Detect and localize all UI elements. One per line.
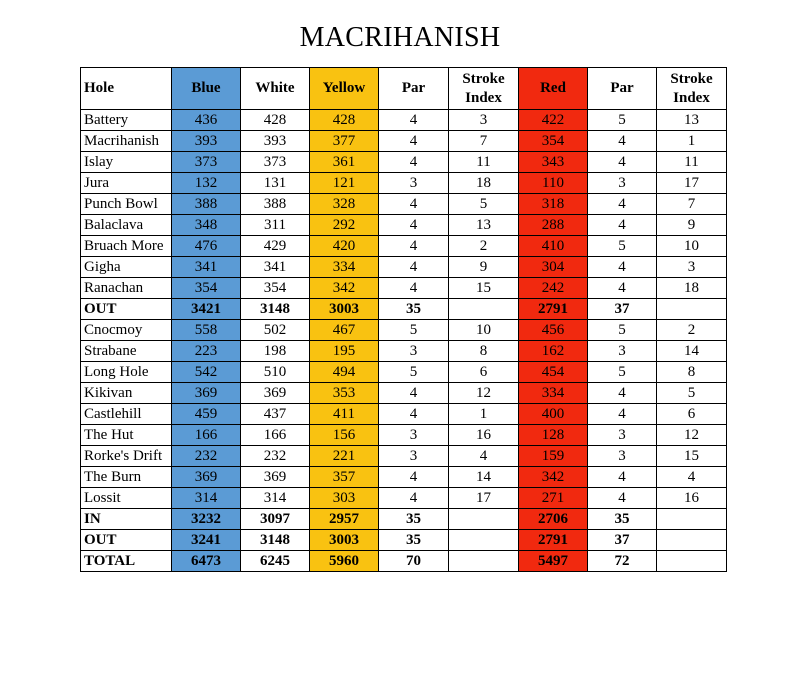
cell-hole: TOTAL (81, 551, 172, 572)
cell-red: 318 (519, 194, 588, 215)
cell-red-par: 4 (588, 131, 657, 152)
cell-blue: 393 (172, 131, 241, 152)
cell-par: 4 (379, 236, 449, 257)
table-row (81, 236, 727, 257)
cell-si: 16 (449, 425, 519, 446)
cell-red: 456 (519, 320, 588, 341)
cell-si (449, 551, 519, 572)
cell-red-par: 37 (588, 530, 657, 551)
header-white: White (241, 68, 310, 110)
cell-yellow: 121 (310, 173, 379, 194)
cell-blue: 314 (172, 488, 241, 509)
scorecard-table (80, 67, 727, 572)
table-row (81, 257, 727, 278)
cell-blue: 6473 (172, 551, 241, 572)
cell-white: 388 (241, 194, 310, 215)
table-row (81, 362, 727, 383)
cell-yellow: 156 (310, 425, 379, 446)
cell-red: 2791 (519, 299, 588, 320)
table-row (81, 173, 727, 194)
cell-blue: 232 (172, 446, 241, 467)
cell-yellow: 292 (310, 215, 379, 236)
cell-si: 8 (449, 341, 519, 362)
cell-si: 17 (449, 488, 519, 509)
cell-hole: Castlehill (81, 404, 172, 425)
cell-red-si: 12 (657, 425, 727, 446)
cell-yellow: 420 (310, 236, 379, 257)
cell-blue: 558 (172, 320, 241, 341)
cell-white: 369 (241, 383, 310, 404)
cell-yellow: 5960 (310, 551, 379, 572)
cell-si: 3 (449, 110, 519, 131)
cell-red-si: 9 (657, 215, 727, 236)
cell-red: 271 (519, 488, 588, 509)
cell-si: 6 (449, 362, 519, 383)
cell-red: 422 (519, 110, 588, 131)
cell-si: 2 (449, 236, 519, 257)
cell-red: 304 (519, 257, 588, 278)
cell-yellow: 221 (310, 446, 379, 467)
cell-blue: 369 (172, 467, 241, 488)
cell-red: 2706 (519, 509, 588, 530)
cell-white: 3097 (241, 509, 310, 530)
cell-red-par: 4 (588, 194, 657, 215)
table-row (81, 467, 727, 488)
cell-yellow: 328 (310, 194, 379, 215)
cell-blue: 132 (172, 173, 241, 194)
cell-hole: Kikivan (81, 383, 172, 404)
cell-blue: 3241 (172, 530, 241, 551)
table-row (81, 404, 727, 425)
cell-white: 510 (241, 362, 310, 383)
cell-si: 10 (449, 320, 519, 341)
cell-hole: The Hut (81, 425, 172, 446)
cell-si: 13 (449, 215, 519, 236)
cell-par: 4 (379, 257, 449, 278)
cell-blue: 166 (172, 425, 241, 446)
cell-white: 314 (241, 488, 310, 509)
cell-si: 9 (449, 257, 519, 278)
cell-red-si: 8 (657, 362, 727, 383)
cell-red: 342 (519, 467, 588, 488)
table-row (81, 152, 727, 173)
table-row (81, 131, 727, 152)
cell-white: 428 (241, 110, 310, 131)
cell-par: 3 (379, 173, 449, 194)
cell-red-si (657, 551, 727, 572)
cell-hole: IN (81, 509, 172, 530)
cell-white: 198 (241, 341, 310, 362)
cell-blue: 542 (172, 362, 241, 383)
cell-red-par: 4 (588, 383, 657, 404)
cell-hole: Long Hole (81, 362, 172, 383)
cell-yellow: 411 (310, 404, 379, 425)
cell-blue: 436 (172, 110, 241, 131)
cell-red: 242 (519, 278, 588, 299)
table-row (81, 110, 727, 131)
cell-white: 6245 (241, 551, 310, 572)
cell-white: 341 (241, 257, 310, 278)
table-row (81, 383, 727, 404)
cell-yellow: 3003 (310, 530, 379, 551)
cell-yellow: 2957 (310, 509, 379, 530)
cell-par: 35 (379, 509, 449, 530)
cell-par: 4 (379, 215, 449, 236)
cell-white: 131 (241, 173, 310, 194)
cell-white: 3148 (241, 299, 310, 320)
cell-si: 15 (449, 278, 519, 299)
cell-white: 311 (241, 215, 310, 236)
cell-blue: 341 (172, 257, 241, 278)
table-row (81, 488, 727, 509)
header-stroke-index: Stroke Index (449, 68, 519, 110)
table-row (81, 425, 727, 446)
cell-white: 232 (241, 446, 310, 467)
cell-red-par: 5 (588, 236, 657, 257)
cell-red: 5497 (519, 551, 588, 572)
cell-red: 400 (519, 404, 588, 425)
table-row (81, 509, 727, 530)
cell-red-si (657, 509, 727, 530)
table-row (81, 299, 727, 320)
cell-red: 334 (519, 383, 588, 404)
table-row (81, 320, 727, 341)
cell-red: 343 (519, 152, 588, 173)
cell-red-si: 15 (657, 446, 727, 467)
cell-red-par: 3 (588, 173, 657, 194)
cell-red-par: 4 (588, 278, 657, 299)
cell-si: 1 (449, 404, 519, 425)
cell-par: 4 (379, 488, 449, 509)
header-red-stroke-index: Stroke Index (657, 68, 727, 110)
cell-hole: Battery (81, 110, 172, 131)
cell-par: 35 (379, 530, 449, 551)
header-red-par: Par (588, 68, 657, 110)
cell-hole: OUT (81, 530, 172, 551)
cell-red-par: 4 (588, 404, 657, 425)
cell-hole: Cnocmoy (81, 320, 172, 341)
cell-par: 4 (379, 467, 449, 488)
cell-white: 369 (241, 467, 310, 488)
cell-red: 162 (519, 341, 588, 362)
cell-hole: Gigha (81, 257, 172, 278)
cell-par: 3 (379, 446, 449, 467)
cell-par: 4 (379, 131, 449, 152)
cell-red-si: 14 (657, 341, 727, 362)
cell-si: 12 (449, 383, 519, 404)
cell-hole: Ranachan (81, 278, 172, 299)
cell-red-par: 4 (588, 257, 657, 278)
table-row (81, 215, 727, 236)
cell-red-si: 17 (657, 173, 727, 194)
cell-red-si: 5 (657, 383, 727, 404)
cell-hole: Rorke's Drift (81, 446, 172, 467)
cell-par: 3 (379, 341, 449, 362)
cell-red-par: 4 (588, 488, 657, 509)
table-row (81, 530, 727, 551)
cell-yellow: 334 (310, 257, 379, 278)
cell-si: 18 (449, 173, 519, 194)
header-yellow: Yellow (310, 68, 379, 110)
cell-red-par: 5 (588, 320, 657, 341)
cell-yellow: 195 (310, 341, 379, 362)
cell-red-par: 3 (588, 446, 657, 467)
cell-hole: The Burn (81, 467, 172, 488)
cell-red-par: 3 (588, 425, 657, 446)
cell-white: 393 (241, 131, 310, 152)
cell-white: 354 (241, 278, 310, 299)
cell-yellow: 494 (310, 362, 379, 383)
header-red: Red (519, 68, 588, 110)
cell-red: 159 (519, 446, 588, 467)
cell-red-si: 1 (657, 131, 727, 152)
cell-par: 3 (379, 425, 449, 446)
cell-red-si: 18 (657, 278, 727, 299)
cell-blue: 373 (172, 152, 241, 173)
cell-red: 354 (519, 131, 588, 152)
cell-si: 5 (449, 194, 519, 215)
table-row (81, 446, 727, 467)
cell-white: 373 (241, 152, 310, 173)
table-row (81, 551, 727, 572)
scorecard-body (81, 110, 727, 572)
cell-par: 4 (379, 194, 449, 215)
cell-red-si: 3 (657, 257, 727, 278)
cell-yellow: 377 (310, 131, 379, 152)
cell-red: 410 (519, 236, 588, 257)
cell-red: 128 (519, 425, 588, 446)
cell-si: 4 (449, 446, 519, 467)
cell-red-si (657, 299, 727, 320)
cell-hole: Punch Bowl (81, 194, 172, 215)
cell-red-par: 4 (588, 467, 657, 488)
cell-si (449, 299, 519, 320)
cell-par: 4 (379, 383, 449, 404)
cell-red-si (657, 530, 727, 551)
cell-red-si: 4 (657, 467, 727, 488)
page-title: MACRIHANISH (299, 22, 501, 53)
cell-red: 2791 (519, 530, 588, 551)
cell-si (449, 509, 519, 530)
cell-red-par: 5 (588, 110, 657, 131)
header-row (81, 68, 727, 110)
cell-white: 502 (241, 320, 310, 341)
cell-yellow: 428 (310, 110, 379, 131)
cell-red-par: 72 (588, 551, 657, 572)
cell-hole: Balaclava (81, 215, 172, 236)
cell-par: 70 (379, 551, 449, 572)
cell-red-si: 7 (657, 194, 727, 215)
cell-hole: Jura (81, 173, 172, 194)
cell-blue: 459 (172, 404, 241, 425)
cell-blue: 348 (172, 215, 241, 236)
cell-par: 4 (379, 278, 449, 299)
cell-blue: 223 (172, 341, 241, 362)
cell-blue: 3232 (172, 509, 241, 530)
cell-par: 5 (379, 320, 449, 341)
cell-yellow: 342 (310, 278, 379, 299)
cell-si: 11 (449, 152, 519, 173)
cell-blue: 388 (172, 194, 241, 215)
cell-red-par: 37 (588, 299, 657, 320)
cell-red-par: 35 (588, 509, 657, 530)
header-blue: Blue (172, 68, 241, 110)
cell-blue: 354 (172, 278, 241, 299)
cell-yellow: 3003 (310, 299, 379, 320)
cell-hole: OUT (81, 299, 172, 320)
cell-red-par: 3 (588, 341, 657, 362)
cell-hole: Lossit (81, 488, 172, 509)
cell-red-par: 4 (588, 215, 657, 236)
cell-hole: Islay (81, 152, 172, 173)
cell-white: 429 (241, 236, 310, 257)
cell-red-si: 2 (657, 320, 727, 341)
cell-red-par: 5 (588, 362, 657, 383)
cell-par: 35 (379, 299, 449, 320)
cell-blue: 369 (172, 383, 241, 404)
cell-par: 4 (379, 110, 449, 131)
cell-si (449, 530, 519, 551)
cell-par: 4 (379, 404, 449, 425)
cell-yellow: 357 (310, 467, 379, 488)
cell-red: 288 (519, 215, 588, 236)
header-par: Par (379, 68, 449, 110)
cell-red-si: 11 (657, 152, 727, 173)
cell-hole: Bruach More (81, 236, 172, 257)
cell-hole: Strabane (81, 341, 172, 362)
cell-red-si: 10 (657, 236, 727, 257)
cell-red-par: 4 (588, 152, 657, 173)
table-row (81, 278, 727, 299)
cell-white: 437 (241, 404, 310, 425)
cell-par: 4 (379, 152, 449, 173)
cell-red-si: 16 (657, 488, 727, 509)
cell-red: 110 (519, 173, 588, 194)
cell-white: 3148 (241, 530, 310, 551)
cell-yellow: 353 (310, 383, 379, 404)
header-hole: Hole (81, 68, 172, 110)
cell-par: 5 (379, 362, 449, 383)
cell-si: 14 (449, 467, 519, 488)
cell-red-si: 6 (657, 404, 727, 425)
cell-red-si: 13 (657, 110, 727, 131)
cell-si: 7 (449, 131, 519, 152)
table-row (81, 341, 727, 362)
cell-yellow: 467 (310, 320, 379, 341)
cell-blue: 476 (172, 236, 241, 257)
cell-blue: 3421 (172, 299, 241, 320)
cell-yellow: 361 (310, 152, 379, 173)
table-row (81, 194, 727, 215)
cell-hole: Macrihanish (81, 131, 172, 152)
cell-white: 166 (241, 425, 310, 446)
cell-red: 454 (519, 362, 588, 383)
cell-yellow: 303 (310, 488, 379, 509)
